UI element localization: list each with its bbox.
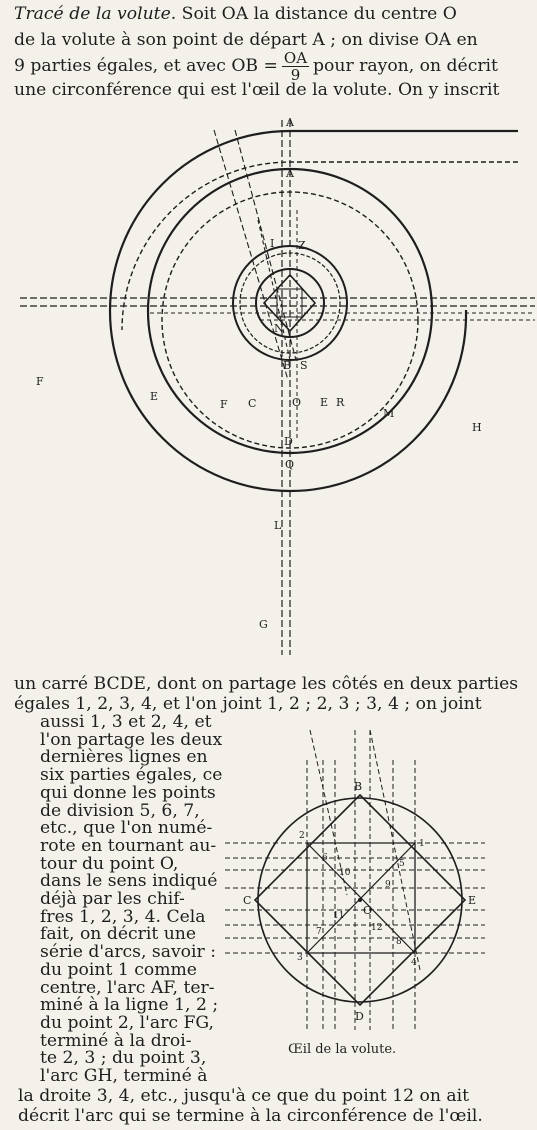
eye-label-2: 2 — [299, 831, 305, 841]
narrow-text-line: qui donne les points — [40, 782, 216, 803]
eye-label-1: 1 — [419, 839, 425, 849]
label-E-left: E — [150, 390, 159, 403]
label-B: B — [283, 359, 292, 372]
eye-label-11: 11 — [333, 911, 345, 921]
text-line: une circonférence qui est l'œil de la volute. On y inscrit — [14, 80, 500, 100]
narrow-text-line: tour du point O, — [40, 853, 179, 874]
narrow-text-line: six parties égales, ce — [40, 765, 223, 786]
text-segment: Soit OA la distance du centre O — [176, 4, 457, 24]
label-D: D — [284, 435, 293, 448]
label-E: E — [320, 396, 329, 409]
narrow-text-line: centre, l'arc AF, ter- — [40, 977, 215, 998]
text-line: de la volute à son point de départ A ; on divise OA en — [14, 30, 478, 50]
narrow-text-line: fres 1, 2, 3, 4. Cela — [40, 906, 206, 927]
narrow-text-line: du point 1 comme — [40, 959, 197, 980]
label-H: H — [472, 421, 482, 434]
eye-label-D: D — [355, 1010, 364, 1023]
label-N: N — [274, 322, 284, 335]
label-S: S — [300, 359, 308, 372]
narrow-text-line: du point 2, l'arc FG, — [40, 1012, 214, 1033]
label-G: G — [259, 618, 268, 631]
label-F-outer: F — [36, 375, 44, 388]
eye-label-9: 9 — [385, 880, 391, 890]
narrow-text-line: l'on partage les deux — [40, 729, 223, 750]
eye-label-B: B — [354, 780, 363, 793]
eye-label-E: E — [468, 894, 477, 907]
eye-label-O: O — [363, 904, 373, 917]
label-Z: Z — [298, 239, 306, 252]
eye-label-12: 12 — [371, 923, 383, 933]
label-Q: Q — [285, 458, 295, 471]
narrow-text-line: l'arc GH, terminé à — [40, 1066, 208, 1086]
narrow-text-line: déjà par les chif- — [40, 889, 185, 909]
label-C: C — [248, 397, 257, 410]
label-R: R — [336, 396, 345, 409]
narrow-text-line: rote en tournant au- — [40, 835, 217, 856]
center-point — [358, 898, 362, 902]
text-line: décrit l'arc qui se termine à la circonférence de l'œil. — [18, 1106, 483, 1126]
label-A: A — [286, 116, 294, 129]
text-line: un carré BCDE, dont on partage les côtés en deux parties — [14, 674, 519, 694]
narrow-text-line: te 2, 3 ; du point 3, — [40, 1048, 207, 1069]
label-M: M — [383, 407, 395, 420]
narrow-text-line: fait, on décrit une — [40, 924, 197, 945]
eye-label-8: 8 — [396, 937, 402, 947]
label-L: L — [274, 519, 282, 532]
text-segment: pour rayon, on décrit — [313, 56, 498, 76]
narrow-text-line: dernières lignes en — [40, 747, 208, 768]
fraction-numerator: OA — [283, 49, 308, 67]
label-F-inner: F — [220, 398, 228, 411]
eye-label-C: C — [243, 894, 252, 907]
narrow-text-line: série d'arcs, savoir : — [40, 942, 216, 963]
figure-caption: Œil de la volute. — [288, 1042, 397, 1057]
eye-label-6: 6 — [322, 853, 328, 863]
text-line: égales 1, 2, 3, 4, et l'on joint 1, 2 ; 2, 3 ; 3, 4 ; on joint — [14, 694, 482, 714]
narrow-text-line: terminé à la droi- — [40, 1030, 192, 1051]
narrow-text-line: etc., que l'on numé- — [40, 818, 213, 839]
dash-diag2 — [370, 730, 420, 970]
section-title: Tracé de la volute. — [14, 4, 177, 24]
narrow-text-line: miné à la ligne 1, 2 ; — [40, 995, 219, 1016]
eye-label-4: 4 — [411, 958, 417, 968]
eye-label-5: 5 — [399, 859, 405, 869]
text-line — [14, 0, 514, 28]
volute-figure — [0, 110, 537, 660]
volute-outer-line — [110, 131, 518, 491]
narrow-text-line: aussi 1, 3 et 2, 4, et — [40, 712, 212, 732]
eye-label-7: 7 — [316, 927, 322, 937]
eye-figure — [215, 720, 505, 1050]
text-segment: 9 parties égales, et avec OB = — [14, 56, 278, 76]
diagonal-line — [214, 130, 288, 380]
fraction-denominator: 9 — [290, 66, 301, 84]
label-O: O — [292, 396, 302, 409]
text-line: la droite 3, 4, etc., jusqu'à ce que du point 12 on ait — [18, 1086, 470, 1106]
label-I: I — [270, 237, 275, 250]
eye-label-3: 3 — [297, 953, 303, 963]
label-A-prime: A — [286, 167, 294, 180]
eye-label-10: 10 — [339, 868, 351, 878]
narrow-text-line: de division 5, 6, 7, — [40, 800, 200, 821]
narrow-text-line: dans le sens indiqué — [40, 871, 218, 892]
volute-outer-dashed — [122, 162, 518, 330]
